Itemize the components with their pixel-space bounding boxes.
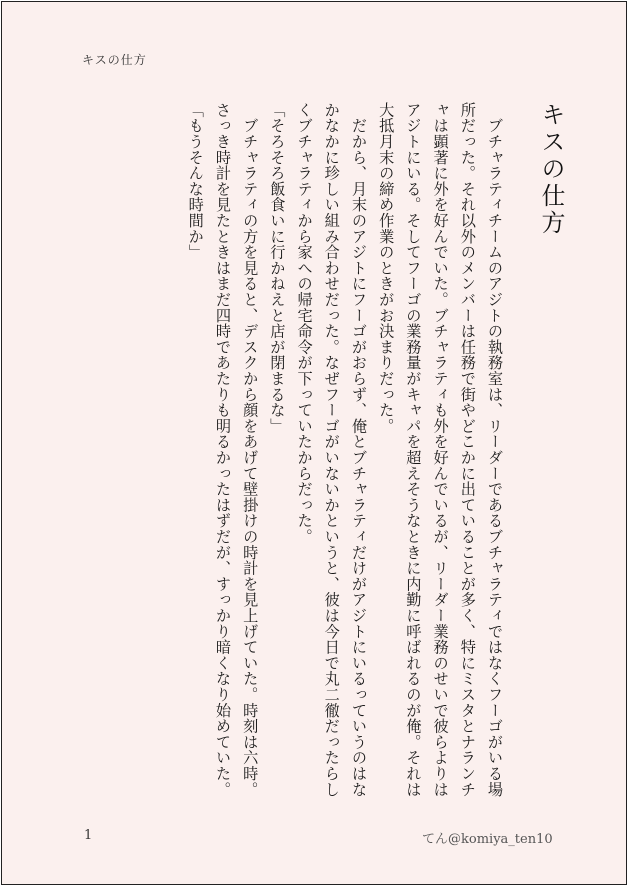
paragraph: だから、月末のアジトにフーゴがおらず、俺とブチャラティだけがアジトにいるっていうのはなかなかに珍しい組み合わせだった。なぜフーゴがいないかというと、彼は今日で丸二徹だったらしくブチャラティから家への帰宅命令が下っていたからだった。 <box>295 102 368 798</box>
running-head: キスの仕方 <box>82 53 147 67</box>
page <box>1 1 627 885</box>
story-title: キスの仕方 <box>537 102 565 237</box>
paragraph: ブチャラティチームのアジトの執務室は、リーダーであるブチャラティではなくフーゴがいる場所だった。それ以外のメンバーは任務で街やどこかに出ていることが多く、特にミスタとナランチャは顕著に外を好んでいた。ブチャラティも外を好んでいるが、リーダー業務のせいで彼らよりはアジトにいる。そしてフーゴの業務量がキャパを超えそうなときに内勤に呼ばれるのが俺。それは大抵月末の締め作業のときがお決まりだった。 <box>377 102 504 798</box>
paragraph: ブチャラティの方を見ると、デスクから顔をあげて壁掛けの時計を見上げていた。時刻は六時。さっき時計を見たときはまだ四時であたりも明るかったはずだが、すっかり暗くなり始めていた。 <box>213 102 260 798</box>
page-number: 1 <box>84 828 93 843</box>
author-credit: てん@komiya_ten10 <box>422 832 553 847</box>
vertical-text-body <box>72 102 572 802</box>
dialogue-line: 「そろそろ飯食いに行かねえと店が閉まるな」 <box>268 102 287 434</box>
dialogue-line: 「もうそんな時間か」 <box>186 102 205 260</box>
